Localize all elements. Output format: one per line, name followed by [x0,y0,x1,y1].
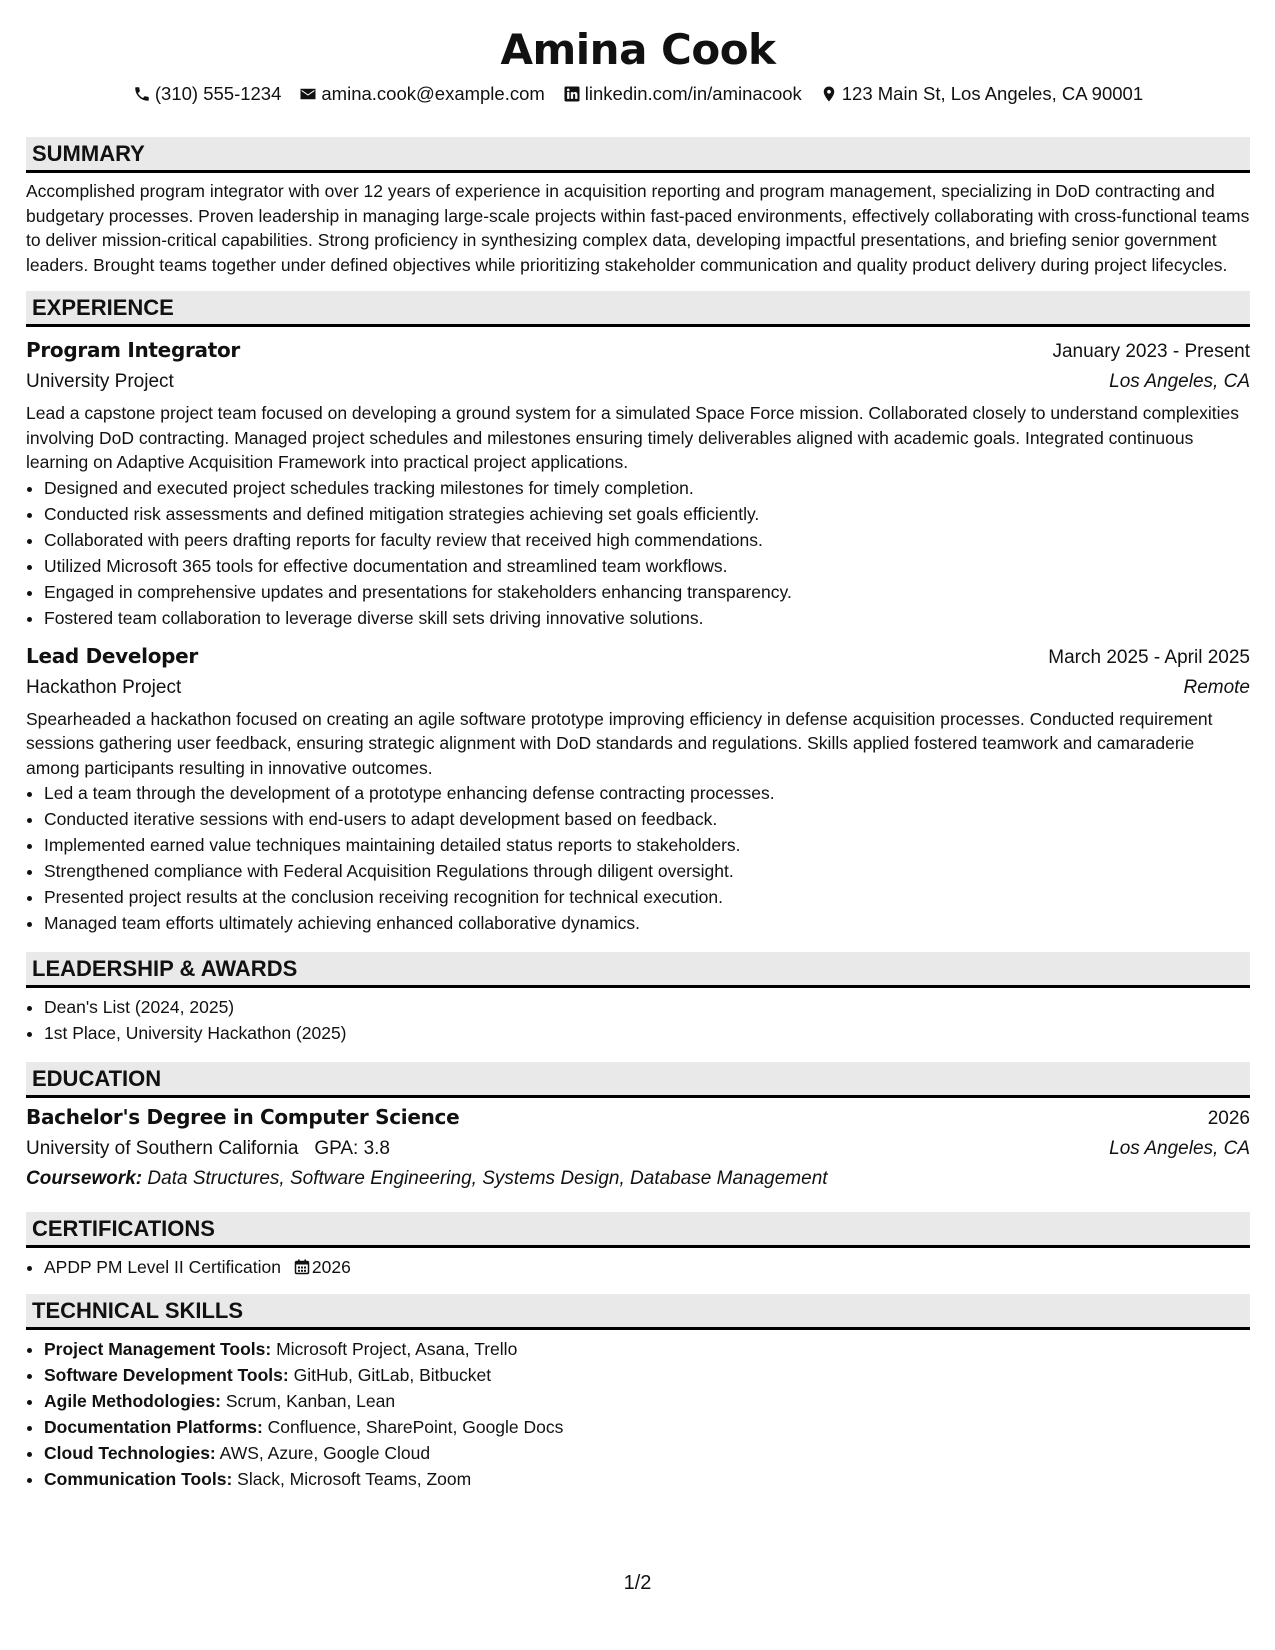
candidate-name: Amina Cook [500,25,776,74]
section-header-experience: EXPERIENCE [26,291,1250,327]
linkedin-icon [563,85,581,103]
job-bullet: • Managed team efforts ultimately achieving enhanced collaborative dynamics. [44,910,1250,936]
job-location: Los Angeles, CA [1109,371,1250,392]
certification-name: APDP PM Level II Certification [44,1257,281,1277]
page-number: 1/2 [623,1572,652,1594]
awards-list [26,994,1250,1046]
linkedin-text: linkedin.com/in/aminacook [584,83,802,104]
map-pin-icon [820,85,838,103]
job-bullet: • Presented project results at the conclusion receiving recognition for technical execution. [44,884,1250,910]
education-entry [26,1102,1250,1194]
job-entry [26,641,1250,937]
summary-text: Accomplished program integrator with over 12 years of experience in acquisition reporting and program management, specializing in DoD contracting and budgetary processes. Proven leadership in managing large-scale projects within fast-paced environments, effectively collaborating with cross-functional teams to deliver mission-critical capabilities. Strong proficiency in synthesizing complex data, developing impactful presentations, and briefing senior government leaders. Brought teams together under defined objectives while prioritizing stakeholder communication and quality product delivery during project lifecycles. [26,181,1250,275]
degree-title: Bachelor's Degree in Computer Science [26,1105,460,1129]
gpa: GPA: 3.8 [314,1138,390,1159]
award-item: • 1st Place, University Hackathon (2025) [44,1020,1250,1046]
section-header-summary: SUMMARY [26,137,1250,173]
skill-label: Project Management Tools: [44,1339,272,1359]
job-entry [26,335,1250,631]
skill-item [44,1388,1250,1414]
certifications-list [26,1254,1250,1280]
job-bullet: • Led a team through the development of a prototype enhancing defense contracting processes. [44,780,1250,806]
school-location: Los Angeles, CA [1109,1138,1250,1159]
job-bullet: • Conducted risk assessments and defined mitigation strategies achieving set goals efficiently. [44,501,1250,527]
job-title: Lead Developer [26,643,198,668]
skill-item [44,1466,1250,1492]
skill-item [44,1336,1250,1362]
job-bullet: • Strengthened compliance with Federal Acquisition Regulations through diligent oversight. [44,858,1250,884]
coursework [26,1164,1250,1194]
job-title: Program Integrator [26,338,240,362]
phone-text: (310) 555-1234 [154,83,282,104]
skill-value: Scrum, Kanban, Lean [225,1391,396,1411]
job-location: Remote [1183,676,1250,698]
contact-phone [133,82,282,106]
school-line [26,1134,390,1164]
job-bullet: • Designed and executed project schedules tracking milestones for timely completion. [44,475,1250,501]
skill-value: GitHub, GitLab, Bitbucket [293,1365,492,1385]
job-dates: January 2023 - Present [1052,341,1250,362]
section-header-certifications: CERTIFICATIONS [26,1212,1250,1248]
skill-label: Agile Methodologies: [44,1391,221,1411]
address-text: 123 Main St, Los Angeles, CA 90001 [841,83,1144,104]
award-item: • Dean's List (2024, 2025) [44,994,1250,1020]
section-header-awards: LEADERSHIP & AWARDS [26,952,1250,988]
job-bullets [26,475,1250,631]
contact-linkedin[interactable] [563,82,802,106]
skill-value: Confluence, SharePoint, Google Docs [267,1417,564,1437]
job-bullet: • Fostered team collaboration to leverage diverse skill sets driving innovative solutions. [44,605,1250,631]
skill-label: Cloud Technologies: [44,1443,216,1463]
job-description: Spearheaded a hackathon focused on creating an agile software prototype improving efficiency in defense acquisition processes. Conducted requirement sessions gathering user feedback, ensuring strategic alignment with DoD standards and regulations. Skills applied fostered teamwork and camaraderie among participants resulting in innovative outcomes. [26,708,1213,778]
skill-value: Microsoft Project, Asana, Trello [276,1339,518,1359]
certification-item [44,1254,1250,1280]
job-bullet: • Conducted iterative sessions with end-users to adapt development based on feedback. [44,806,1250,832]
skill-item [44,1440,1250,1466]
coursework-list: Data Structures, Software Engineering, Systems Design, Database Management [147,1168,828,1189]
section-header-skills: TECHNICAL SKILLS [26,1294,1250,1330]
skill-label: Communication Tools: [44,1469,233,1489]
job-organization: Hackathon Project [26,676,182,698]
envelope-icon [299,85,317,103]
job-organization: University Project [26,371,174,392]
contact-address [820,82,1143,106]
job-bullet: • Collaborated with peers drafting reports for faculty review that received high commendations. [44,527,1250,553]
job-description: Lead a capstone project team focused on developing a ground system for a simulated Space Force mission. Collaborated closely to understand complexities involving DoD contracting. Managed project schedules and milestones ensuring timely deliverables aligned with academic goals. Integrated continuous learning on Adaptive Acquisition Framework into practical project applications. [26,403,1240,472]
job-dates: March 2025 - April 2025 [1048,646,1250,668]
phone-icon [133,85,151,103]
job-bullet: • Implemented earned value techniques maintaining detailed status reports to stakeholders. [44,832,1250,858]
skill-label: Documentation Platforms: [44,1417,263,1437]
skill-item [44,1414,1250,1440]
skill-value: Slack, Microsoft Teams, Zoom [237,1469,472,1489]
email-text: amina.cook@example.com [321,83,545,104]
school-name: University of Southern California [26,1138,299,1159]
certification-year: 2026 [311,1257,351,1277]
contact-email[interactable] [299,82,544,106]
skill-value: AWS, Azure, Google Cloud [219,1443,431,1463]
skills-list [26,1336,1250,1492]
job-bullet: • Utilized Microsoft 365 tools for effective documentation and streamlined team workflows. [44,553,1250,579]
calendar-icon [294,1259,310,1275]
resume-page [26,0,1250,1492]
graduation-year: 2026 [1207,1108,1250,1129]
contact-bar [26,82,1250,106]
skill-label: Software Development Tools: [44,1365,289,1385]
coursework-label: Coursework: [26,1168,143,1189]
section-header-education: EDUCATION [26,1062,1250,1098]
skill-item [44,1362,1250,1388]
job-bullets [26,780,1250,936]
job-bullet: • Engaged in comprehensive updates and presentations for stakeholders enhancing transparency. [44,579,1250,605]
